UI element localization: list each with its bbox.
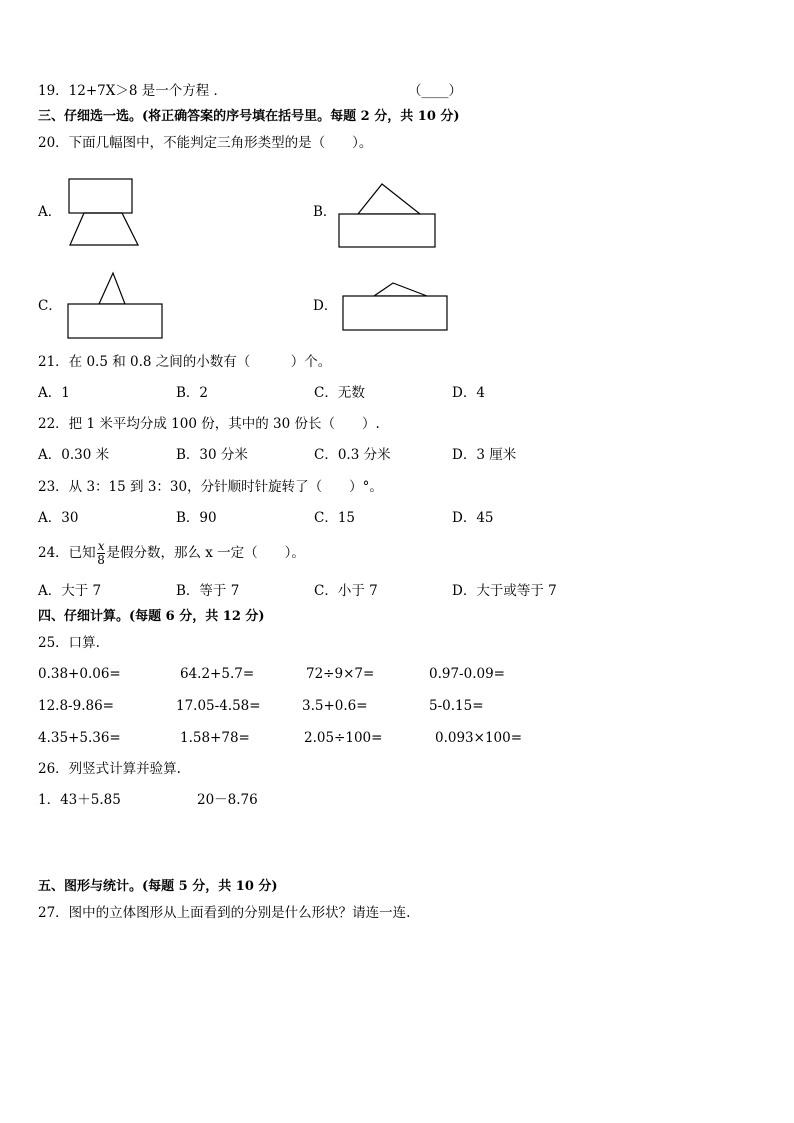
q24-fraction: [97, 540, 106, 567]
q25-expr: 0.38+0.06=: [38, 666, 121, 682]
fraction-numerator: x: [97, 539, 105, 553]
q25-expr: 3.5+0.6=: [302, 698, 368, 714]
q24-stem: [38, 538, 305, 568]
q25-expr: 12.8-9.86=: [38, 698, 114, 714]
q25-expr: 5-0.15=: [429, 698, 484, 714]
section-3-title: 三、仔细选一选。(将正确答案的序号填在括号里。每题 2 分，共 10 分): [38, 109, 460, 124]
q25-expr: 0.093×100=: [435, 730, 523, 746]
q22-option-b[interactable]: B．30 分米: [176, 447, 248, 463]
section-5-title: 五、图形与统计。(每题 5 分，共 10 分): [38, 879, 278, 894]
q24-option-c[interactable]: C．小于 7: [314, 583, 378, 599]
q20-figure-c: [67, 271, 165, 341]
fraction-denominator: 8: [97, 553, 105, 567]
q25-expr: 17.05-4.58=: [176, 698, 261, 714]
rectangle-shape: [69, 179, 132, 213]
q27-stem: 27．图中的立体图形从上面看到的分别是什么形状？请连一连.: [38, 905, 411, 921]
q25-stem: 25．口算.: [38, 635, 100, 651]
q20-figure-a: [66, 178, 136, 248]
q21-option-d[interactable]: D．4: [452, 385, 485, 401]
q25-expr: 64.2+5.7=: [180, 666, 255, 682]
triangle-shape: [99, 273, 125, 304]
q20-option-d-label[interactable]: D．: [313, 298, 338, 314]
q23-option-c[interactable]: C．15: [314, 510, 356, 526]
q26-stem: 26．列竖式计算并验算.: [38, 761, 181, 777]
q20-figure-b: [338, 182, 438, 250]
triangle-shape: [70, 213, 138, 245]
q20-stem: 20．下面几幅图中，不能判定三角形类型的是（ ）。: [38, 135, 373, 151]
q22-option-d[interactable]: D．3 厘米: [452, 447, 517, 463]
triangle-shape: [358, 184, 420, 214]
q22-option-c[interactable]: C．0.3 分米: [314, 447, 391, 463]
triangle-shape: [374, 283, 427, 296]
q23-option-a[interactable]: A．30: [38, 510, 79, 526]
q20-option-c-label[interactable]: C．: [38, 298, 62, 314]
q21-stem: 21．在 0.5 和 0.8 之间的小数有（ ）个。: [38, 354, 332, 370]
q25-expr: 1.58+78=: [180, 730, 250, 746]
rectangle-shape: [68, 304, 162, 338]
q24-option-d[interactable]: D．大于或等于 7: [452, 583, 557, 599]
section-4-title: 四、仔细计算。(每题 6 分，共 12 分): [38, 609, 265, 624]
q23-option-b[interactable]: B．90: [176, 510, 217, 526]
q20-option-a-label[interactable]: A．: [38, 204, 62, 220]
rectangle-shape: [339, 214, 435, 247]
q24-option-b[interactable]: B．等于 7: [176, 583, 240, 599]
q24-stem-post: 是假分数，那么 x 一定（ ）。: [106, 545, 305, 561]
q24-option-a[interactable]: A．大于 7: [38, 583, 102, 599]
q20-option-b-label[interactable]: B．: [313, 204, 337, 220]
q26-item-1: 1．43＋5.85: [38, 792, 121, 808]
q24-stem-pre: 24．已知: [38, 545, 96, 561]
q25-expr: 72÷9×7=: [306, 666, 375, 682]
q22-stem: 22．把 1 米平均分成 100 份，其中的 30 份长（ ）.: [38, 416, 380, 432]
q25-expr: 2.05÷100=: [304, 730, 383, 746]
q25-expr: 0.97-0.09=: [429, 666, 505, 682]
q19-answer-blank[interactable]: （____）: [408, 83, 462, 99]
q22-option-a[interactable]: A．0.30 米: [38, 447, 110, 463]
q23-option-d[interactable]: D．45: [452, 510, 494, 526]
q26-item-2: 20－8.76: [197, 792, 258, 808]
q25-expr: 4.35+5.36=: [38, 730, 121, 746]
q21-option-c[interactable]: C．无数: [314, 385, 365, 401]
q20-figure-d: [341, 281, 451, 333]
rectangle-shape: [343, 296, 447, 330]
q21-option-a[interactable]: A．1: [38, 385, 70, 401]
q19-text: 19．12+7X＞8 是一个方程 ．: [38, 83, 228, 99]
q21-option-b[interactable]: B．2: [176, 385, 209, 401]
q23-stem: 23．从 3：15 到 3：30，分针顺时针旋转了（ ）°。: [38, 479, 383, 495]
